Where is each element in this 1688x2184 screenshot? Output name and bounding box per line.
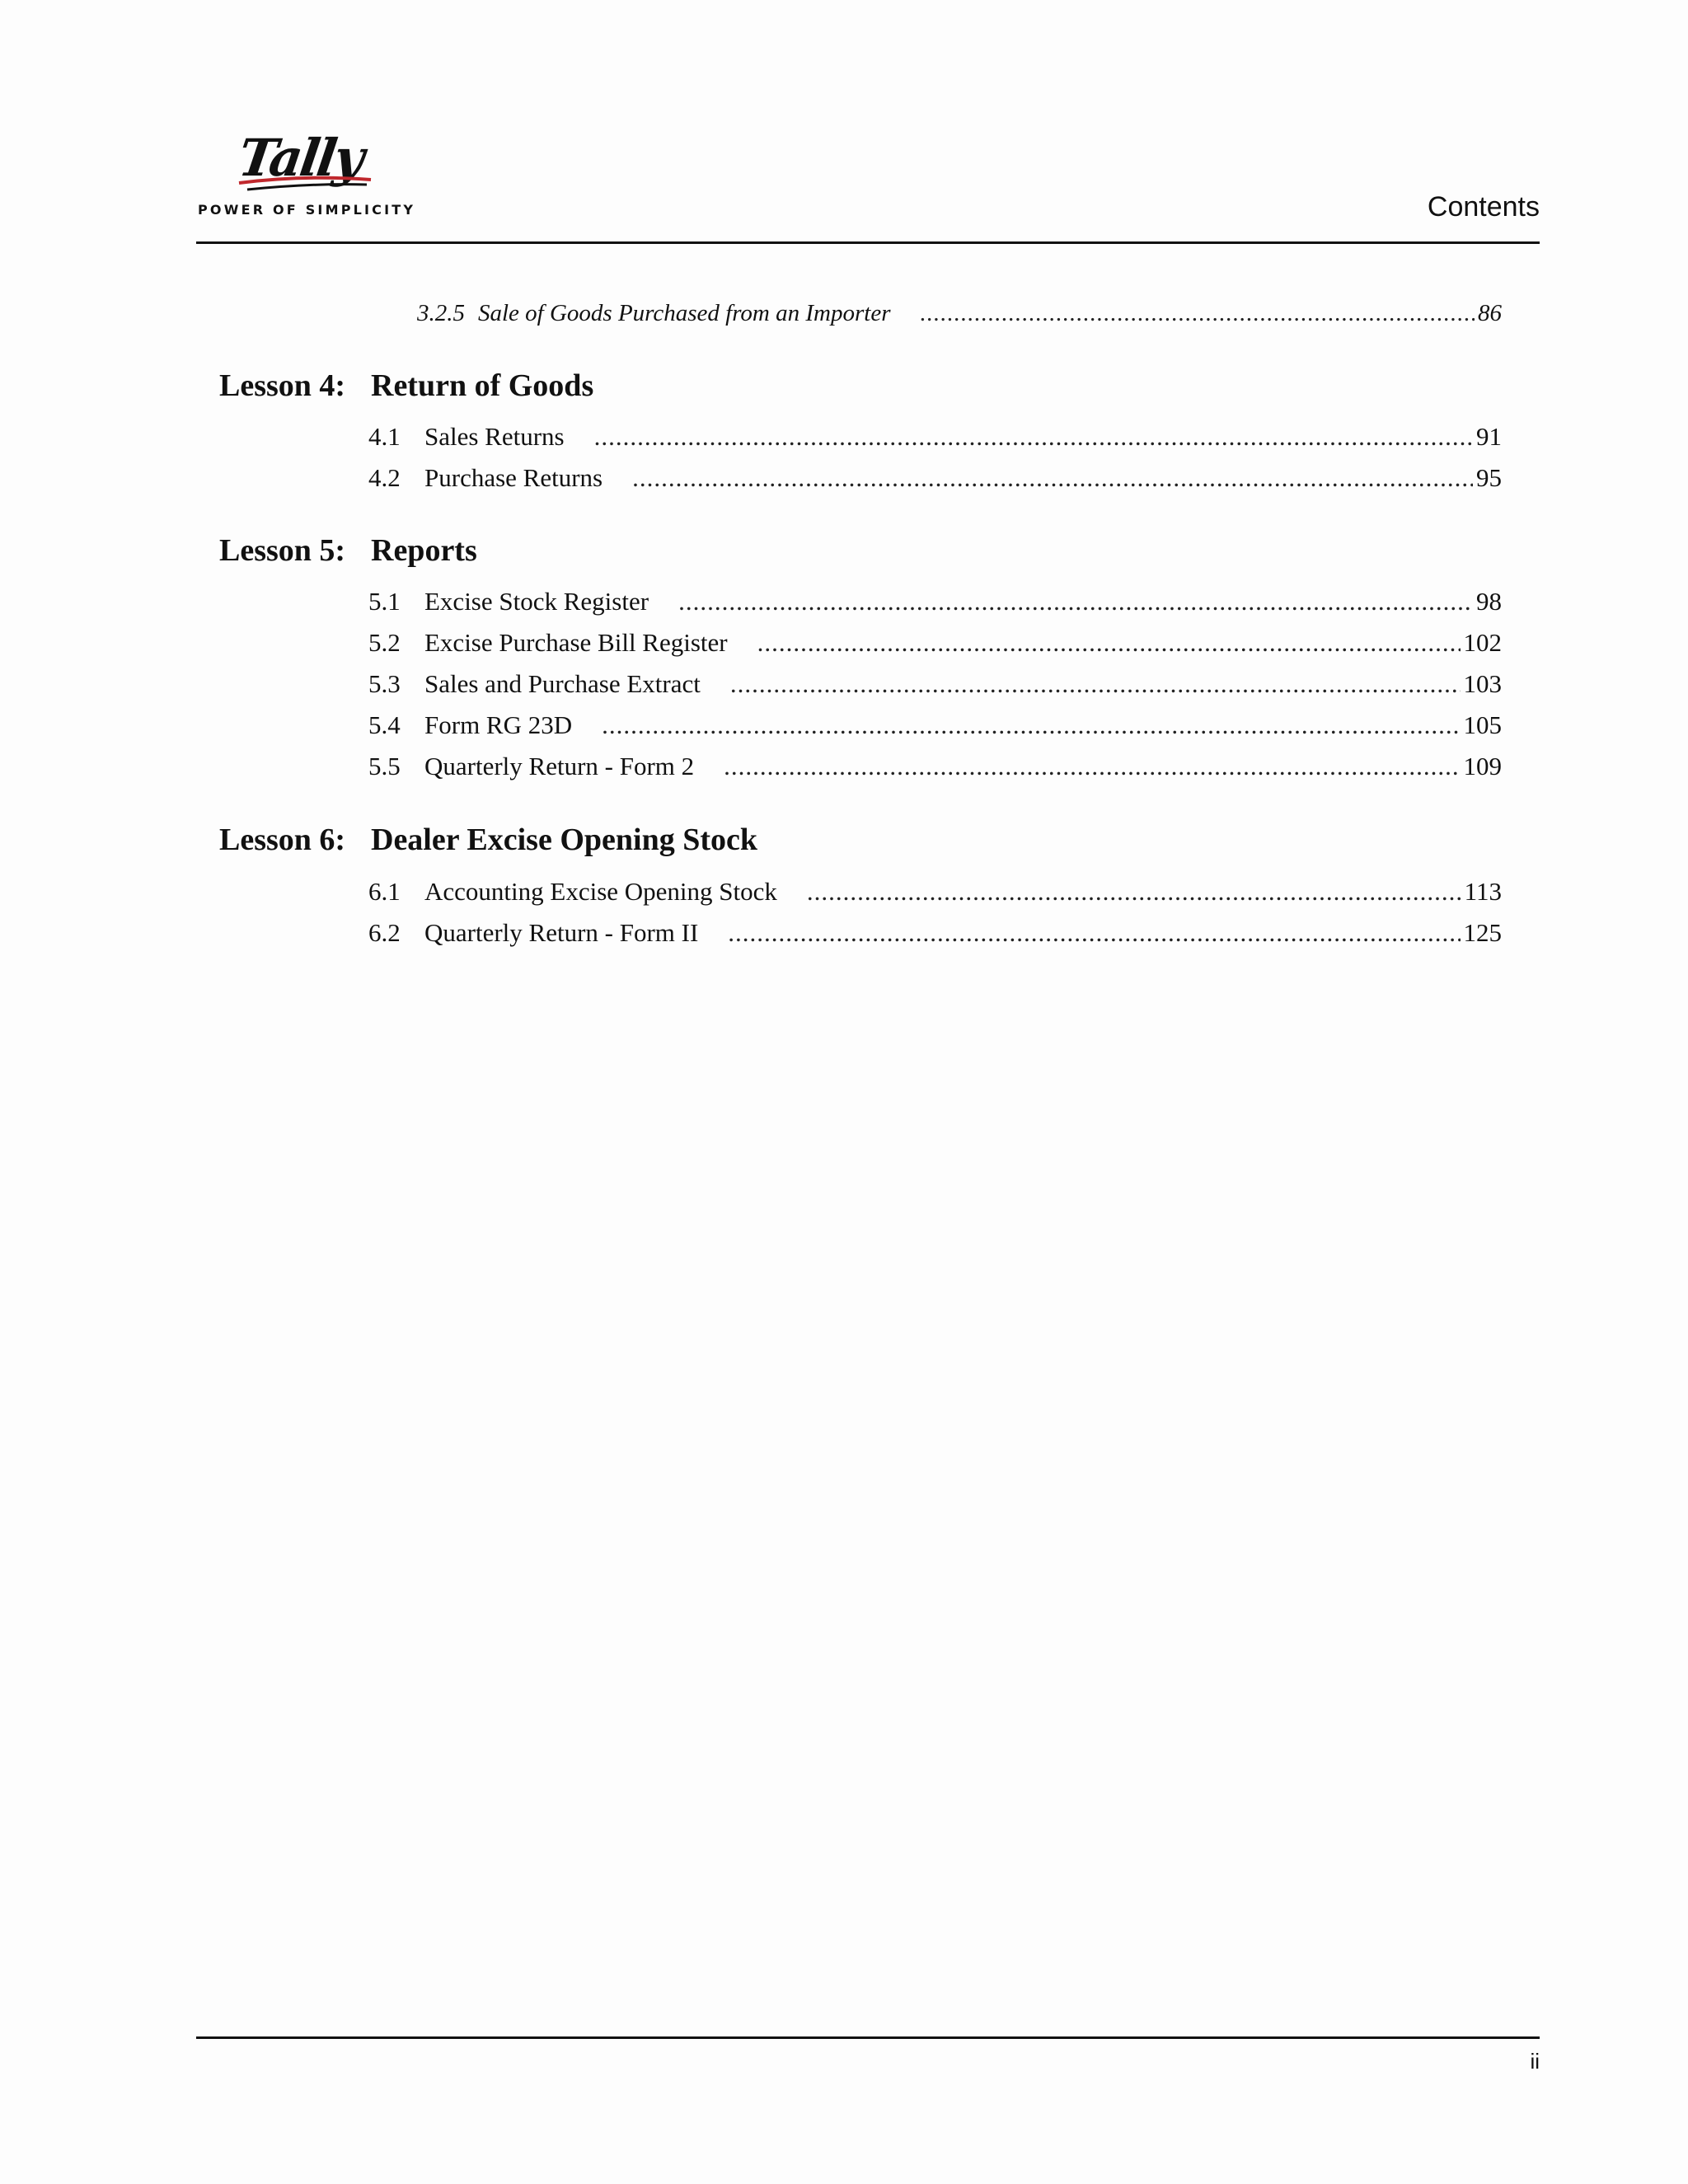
dot-leader: [724, 752, 1460, 781]
entry-number: 4.1: [368, 422, 401, 451]
header-rule: [196, 241, 1540, 244]
toc-entry-4-1[interactable]: [368, 422, 1502, 452]
entry-title: Sales Returns: [424, 422, 565, 451]
logo-wordmark: Tally: [234, 128, 366, 188]
entry-title: Purchase Returns: [424, 463, 603, 492]
entry-page: 91: [1476, 422, 1502, 451]
entry-page: 125: [1463, 918, 1502, 947]
dot-leader: [920, 300, 1475, 327]
entry-title: Form RG 23D: [424, 710, 573, 739]
entry-title: Accounting Excise Opening Stock: [424, 877, 777, 906]
entry-title: Sale of Goods Purchased from an Importer: [478, 300, 891, 326]
toc-entry-5-1[interactable]: [368, 587, 1502, 616]
entry-page: 102: [1463, 628, 1502, 657]
toc-entry-4-2[interactable]: [368, 463, 1502, 493]
entry-title: Excise Purchase Bill Register: [424, 628, 728, 657]
dot-leader: [678, 587, 1473, 616]
lesson-heading-5[interactable]: [219, 532, 477, 569]
entry-number: 5.5: [368, 752, 401, 780]
entry-number: 4.2: [368, 463, 401, 492]
lesson-heading-4[interactable]: [219, 368, 593, 404]
toc-entry-6-1[interactable]: [368, 877, 1502, 907]
toc-entry-5-2[interactable]: [368, 628, 1502, 658]
lesson-heading-6[interactable]: [219, 822, 757, 858]
dot-leader: [730, 669, 1461, 699]
page-number: ii: [1530, 2049, 1540, 2074]
lesson-label: Lesson 5:: [219, 533, 346, 568]
entry-page: 95: [1476, 463, 1502, 492]
toc-entry-6-2[interactable]: [368, 918, 1502, 948]
dot-leader: [807, 877, 1461, 907]
entry-page: 105: [1463, 710, 1502, 739]
lesson-label: Lesson 4:: [219, 368, 346, 403]
dot-leader: [632, 463, 1473, 493]
toc-entry-3-2-5[interactable]: [417, 300, 1502, 327]
dot-leader: [757, 628, 1461, 658]
dot-leader: [728, 918, 1460, 948]
dot-leader: [594, 422, 1473, 452]
entry-title: Excise Stock Register: [424, 587, 649, 616]
entry-number: 5.1: [368, 587, 401, 616]
entry-number: 6.2: [368, 918, 401, 947]
entry-page: 103: [1463, 669, 1502, 698]
toc-entry-5-5[interactable]: [368, 752, 1502, 781]
logo-tagline: POWER OF SIMPLICITY: [198, 202, 416, 218]
tally-logo: [198, 128, 416, 218]
lesson-title: Return of Goods: [371, 368, 594, 403]
entry-page: 113: [1464, 877, 1502, 906]
page-header-title: Contents: [1427, 191, 1540, 223]
lesson-title: Reports: [371, 533, 477, 568]
entry-title: Quarterly Return - Form 2: [424, 752, 695, 780]
entry-title: Sales and Purchase Extract: [424, 669, 701, 698]
entry-page: 86: [1478, 300, 1502, 326]
entry-number: 6.1: [368, 877, 401, 906]
entry-page: 109: [1463, 752, 1502, 780]
entry-number: 5.2: [368, 628, 401, 657]
dot-leader: [602, 710, 1460, 740]
lesson-title: Dealer Excise Opening Stock: [371, 823, 758, 857]
entry-number: 5.4: [368, 710, 401, 739]
toc-entry-5-3[interactable]: [368, 669, 1502, 699]
entry-title: Quarterly Return - Form II: [424, 918, 699, 947]
lesson-label: Lesson 6:: [219, 823, 346, 857]
entry-page: 98: [1476, 587, 1502, 616]
toc-entry-5-4[interactable]: [368, 710, 1502, 740]
entry-number: 3.2.5: [417, 300, 465, 326]
logo-swoosh-icon: [231, 173, 379, 198]
entry-number: 5.3: [368, 669, 401, 698]
footer-rule: [196, 2036, 1540, 2039]
